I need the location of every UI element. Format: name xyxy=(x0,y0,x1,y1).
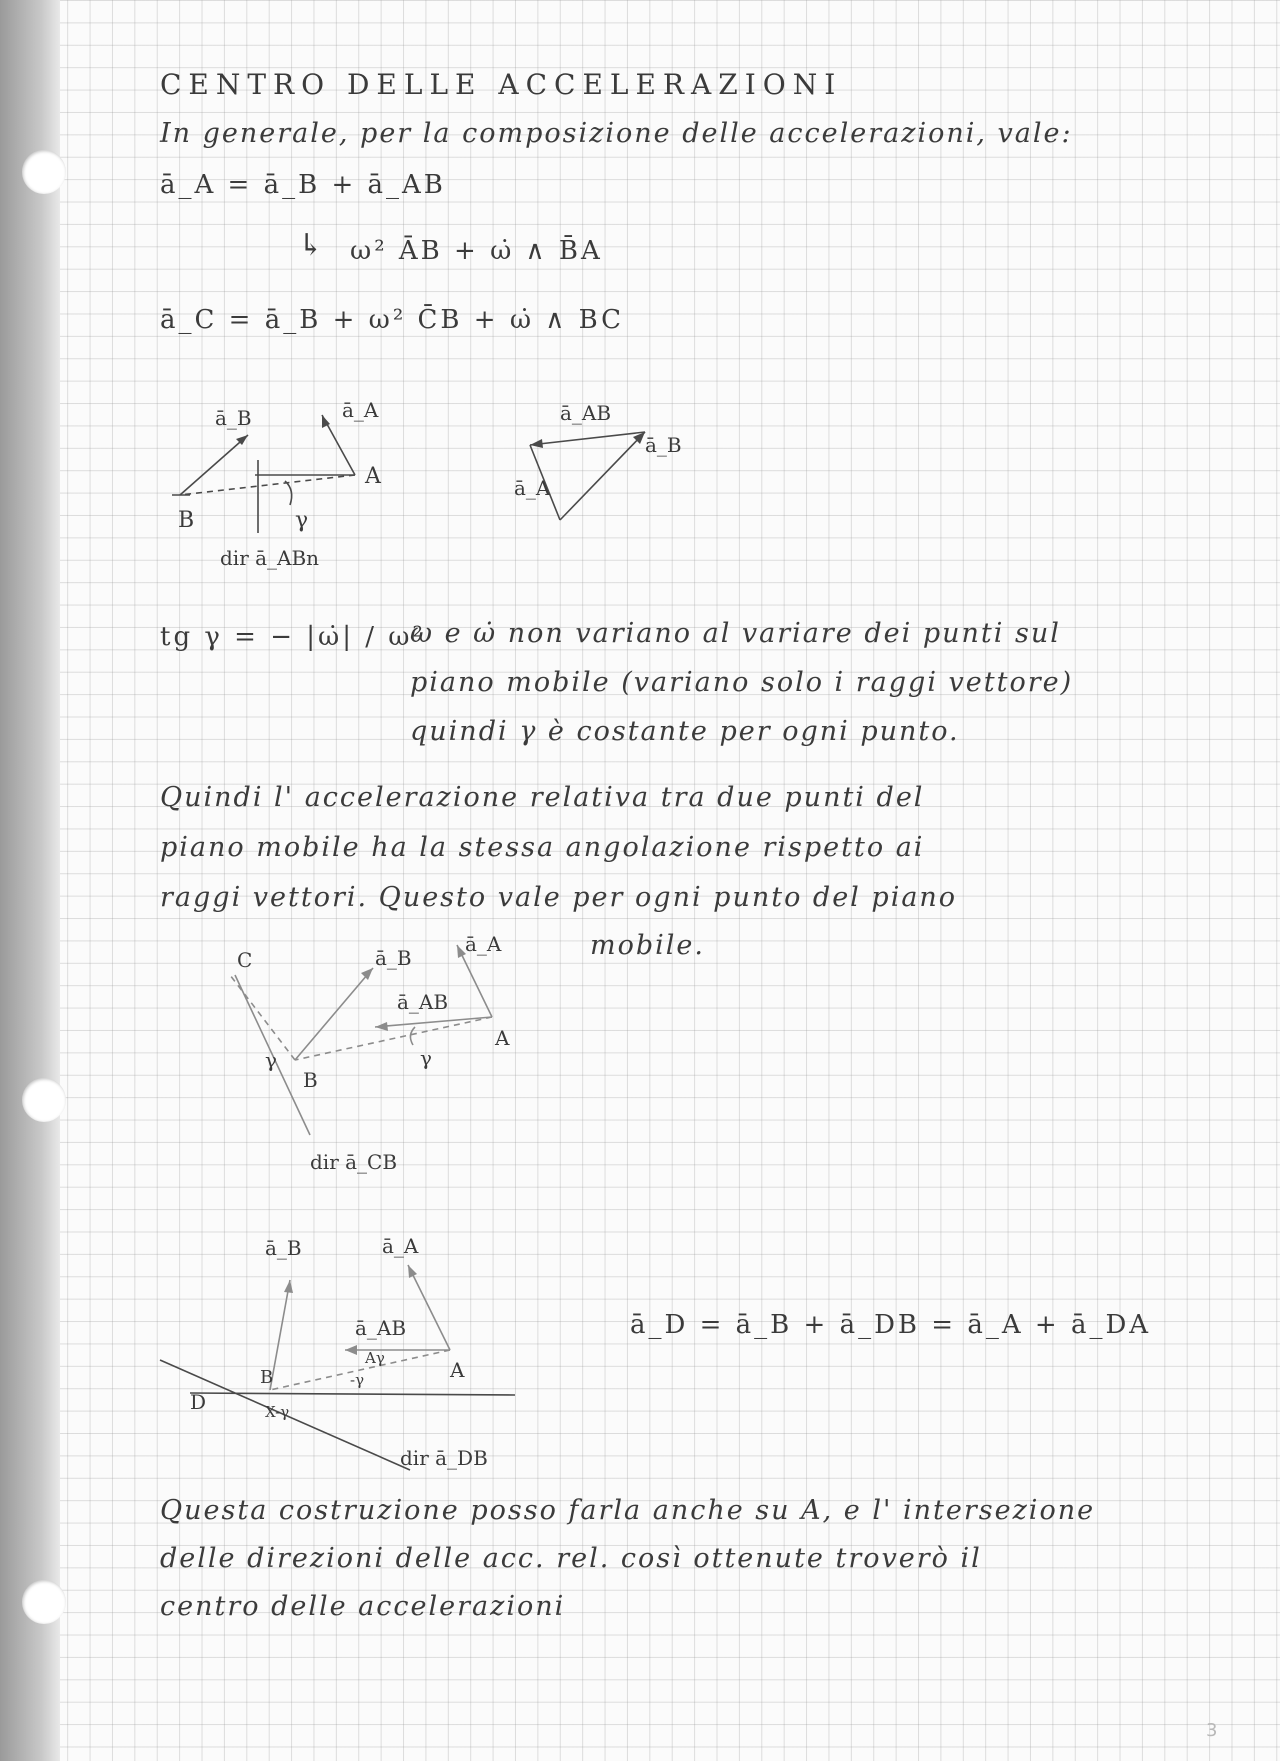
label-aAB: ā_AB xyxy=(560,401,612,425)
formula-aC: ā_C = ā_B + ω² C̄B + ω̇ ∧ BC xyxy=(160,305,625,335)
label-gamma: γ xyxy=(295,508,309,533)
formula-aD: ā_D = ā_B + ā_DB = ā_A + ā_DA xyxy=(630,1310,1152,1340)
label-gamma-1: γ xyxy=(265,1048,277,1072)
formula-aA: ā_A = ā_B + ā_AB xyxy=(160,170,446,200)
label-dir-aDB: dir ā_DB xyxy=(400,1446,488,1470)
explanation-line-2: piano mobile (variano solo i raggi vettore) xyxy=(410,667,1074,698)
label-B: B xyxy=(260,1367,274,1388)
label-aA: ā_A xyxy=(382,1234,419,1258)
arrowhead xyxy=(345,1345,357,1355)
formula-arrow: ↳ xyxy=(298,228,327,263)
paragraph-1-line-3: raggi vettori. Questo vale per ogni punto del piano xyxy=(160,882,958,913)
label-A: A xyxy=(365,464,381,489)
paragraph-1-line-1: Quindi l' accelerazione relativa tra due punti del xyxy=(160,782,925,813)
vector-aB xyxy=(180,435,248,495)
explanation-line-1: ω e ω̇ non variano al variare dei punti sul xyxy=(410,618,1061,649)
label-aB: ā_B xyxy=(265,1236,302,1260)
label-C: C xyxy=(237,948,253,972)
vector-aAB xyxy=(530,432,645,445)
vector-aA xyxy=(408,1265,450,1350)
label-B: B xyxy=(178,508,195,533)
arrowhead xyxy=(530,439,543,448)
label-dir-aCB: dir ā_CB xyxy=(310,1150,398,1174)
paragraph-2-line-2: delle direzioni delle acc. rel. così ottenute troverò il xyxy=(160,1543,982,1574)
vector-aB xyxy=(560,432,645,520)
page-number: 3 xyxy=(1206,1720,1218,1741)
label-A: A xyxy=(495,1026,510,1050)
formula-tg-gamma: tg γ = − |ω̇| / ω² xyxy=(160,622,426,652)
label-gamma-2: γ xyxy=(420,1046,432,1070)
paragraph-2-line-3: centro delle accelerazioni xyxy=(160,1591,566,1622)
arrowhead xyxy=(284,1280,293,1293)
vector-aAB xyxy=(375,1017,492,1027)
label-A: A xyxy=(450,1358,465,1382)
paragraph-1-line-2: piano mobile ha la stessa angolazione rispetto ai xyxy=(160,832,925,863)
formula-aAB-detail: ω² ĀB + ω̇ ∧ B̄A xyxy=(350,236,603,266)
binder-hole xyxy=(22,1078,66,1122)
radius-AB xyxy=(180,475,355,495)
paragraph-1-line-4: mobile. xyxy=(590,930,705,961)
label-aAB: ā_AB xyxy=(355,1316,407,1340)
figure-3 xyxy=(225,932,525,1195)
label-aAB: ā_AB xyxy=(397,990,449,1014)
label-aA: ā_A xyxy=(514,476,551,500)
label-angle-X-gamma: X-γ xyxy=(265,1403,290,1421)
figure-4 xyxy=(160,1225,520,1475)
binder-margin xyxy=(0,0,60,1761)
label-B: B xyxy=(303,1068,318,1092)
label-aA: ā_A xyxy=(342,398,379,422)
binder-hole xyxy=(22,150,66,194)
radius-AB xyxy=(295,1017,492,1060)
label-D: D xyxy=(190,1390,207,1414)
arrowhead xyxy=(408,1265,417,1278)
label-aB: ā_B xyxy=(645,433,682,457)
label-angle-minus-gamma: -γ xyxy=(350,1371,365,1389)
label-aB: ā_B xyxy=(375,946,412,970)
paragraph-2-line-1: Questa costruzione posso farla anche su A, e l' intersezione xyxy=(160,1495,1096,1526)
page-title: CENTRO DELLE ACCELERAZIONI xyxy=(160,68,843,101)
figure-1 xyxy=(170,395,430,570)
figure-2 xyxy=(510,401,700,530)
label-dir-aABn: dir ā_ABn xyxy=(220,546,320,570)
gamma-arc xyxy=(410,1027,415,1045)
radius-CB xyxy=(230,975,295,1060)
arrowhead xyxy=(361,968,373,980)
label-aA: ā_A xyxy=(465,932,502,956)
gamma-arc xyxy=(285,481,292,505)
explanation-line-3: quindi γ è costante per ogni punto. xyxy=(410,716,960,747)
label-aB: ā_B xyxy=(215,406,252,430)
label-angle-Agamma: Aγ xyxy=(365,1349,385,1367)
binder-hole xyxy=(22,1580,66,1624)
arrowhead xyxy=(375,1022,388,1031)
intro-text: In generale, per la composizione delle accelerazioni, vale: xyxy=(160,118,1073,149)
